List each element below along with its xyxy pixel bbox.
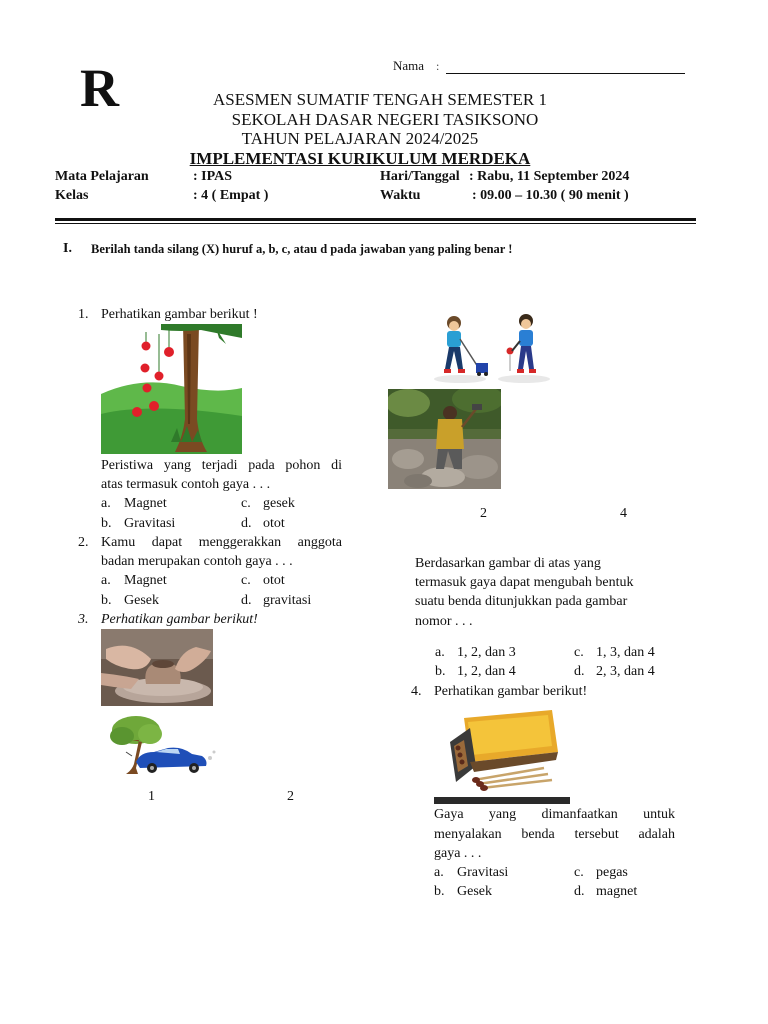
q4-number: 4. <box>411 684 422 699</box>
q1-option-a-letter[interactable]: a. <box>101 496 111 511</box>
q3-image-label-4: 4 <box>620 506 627 521</box>
q4-option-d[interactable]: magnet <box>596 884 638 899</box>
q2-option-d[interactable]: gravitasi <box>263 593 312 608</box>
subject-value: : IPAS <box>193 169 233 184</box>
q4-word: untuk <box>643 807 675 822</box>
q2-option-b-letter[interactable]: b. <box>101 593 112 608</box>
q4-word: dimanfaatkan <box>541 807 618 822</box>
name-colon: : <box>436 59 440 73</box>
apple-tree-image <box>101 324 242 454</box>
kids-playing-image <box>432 313 550 385</box>
q3-body-line4: nomor . . . <box>415 614 473 629</box>
q4-body-line3: gaya . . . <box>434 846 482 861</box>
q2-option-d-letter[interactable]: d. <box>241 593 252 608</box>
q3-option-c-letter[interactable]: c. <box>574 645 584 660</box>
q1-option-d[interactable]: otot <box>263 516 285 531</box>
q1-option-d-letter[interactable]: d. <box>241 516 252 531</box>
q3-option-b[interactable]: 1, 2, dan 4 <box>457 664 516 679</box>
section-instruction: Berilah tanda silang (X) huruf a, b, c, atau d pada jawaban yang paling benar ! <box>91 242 513 256</box>
class-value: : 4 ( Empat ) <box>193 188 269 203</box>
q3-option-d[interactable]: 2, 3, dan 4 <box>596 664 655 679</box>
header-curriculum: IMPLEMENTASI KURIKULUM MERDEKA <box>189 149 531 168</box>
q1-prompt: Perhatikan gambar berikut ! <box>101 307 258 322</box>
header-divider-thick <box>55 218 696 221</box>
q4-option-c[interactable]: pegas <box>596 865 628 880</box>
q3-body-line2: termasuk gaya dapat mengubah bentuk <box>415 575 634 590</box>
q2-number: 2. <box>78 535 89 550</box>
q4-option-c-letter[interactable]: c. <box>574 865 584 880</box>
q4-body-line2 <box>434 825 675 845</box>
q3-option-c[interactable]: 1, 3, dan 4 <box>596 645 655 660</box>
q3-option-a-letter[interactable]: a. <box>435 645 445 660</box>
date-label: Hari/Tanggal <box>380 169 460 184</box>
q2-option-a-letter[interactable]: a. <box>101 573 111 588</box>
time-label: Waktu <box>380 188 421 203</box>
q3-option-b-letter[interactable]: b. <box>435 664 446 679</box>
q1-option-b[interactable]: Gravitasi <box>124 516 176 531</box>
q1-option-b-letter[interactable]: b. <box>101 516 112 531</box>
q1-number: 1. <box>78 307 89 322</box>
q3-option-a[interactable]: 1, 2, dan 3 <box>457 645 516 660</box>
q4-body-line1 <box>434 805 675 825</box>
q1-body-line1: Peristiwa yang terjadi pada pohon di <box>101 458 342 473</box>
section-number: I. <box>63 241 72 256</box>
header-exam-title: ASESMEN SUMATIF TENGAH SEMESTER 1 <box>212 90 548 109</box>
matchbox-image <box>434 700 570 804</box>
q4-word: Gaya <box>434 807 464 822</box>
q4-word: menyalakan <box>434 827 502 842</box>
q4-option-b[interactable]: Gesek <box>457 884 492 899</box>
q1-option-c-letter[interactable]: c. <box>241 496 251 511</box>
q1-option-a[interactable]: Magnet <box>124 496 167 511</box>
q4-word: yang <box>488 807 517 822</box>
school-logo-letter: R <box>80 58 119 118</box>
q3-number: 3. <box>78 612 89 627</box>
q1-body-line2: atas termasuk contoh gaya . . . <box>101 477 271 492</box>
q3-image-label-1: 1 <box>148 789 155 804</box>
q4-prompt: Perhatikan gambar berikut! <box>434 684 588 699</box>
date-value: : Rabu, 11 September 2024 <box>469 169 630 184</box>
q2-line2: badan merupakan contoh gaya . . . <box>101 554 293 569</box>
q4-word: adalah <box>638 827 675 842</box>
q3-option-d-letter[interactable]: d. <box>574 664 585 679</box>
q4-option-d-letter[interactable]: d. <box>574 884 585 899</box>
car-crash-image <box>106 712 218 782</box>
q2-option-b[interactable]: Gesek <box>124 593 159 608</box>
time-value: : 09.00 – 10.30 ( 90 menit ) <box>472 188 629 203</box>
stone-breaker-image <box>388 389 501 489</box>
q4-option-a-letter[interactable]: a. <box>434 865 444 880</box>
name-label: Nama <box>393 58 425 73</box>
q3-body-line3: suatu benda ditunjukkan pada gambar <box>415 594 628 609</box>
q2-option-a[interactable]: Magnet <box>124 573 167 588</box>
q4-option-a[interactable]: Gravitasi <box>457 865 509 880</box>
pottery-image <box>101 629 213 706</box>
class-label: Kelas <box>55 188 89 203</box>
q3-body-line1: Berdasarkan gambar di atas yang <box>415 556 601 571</box>
subject-label: Mata Pelajaran <box>55 169 149 184</box>
q4-option-b-letter[interactable]: b. <box>434 884 445 899</box>
q3-image-label-2: 2 <box>287 789 294 804</box>
q4-word: tersebut <box>574 827 619 842</box>
q1-option-c[interactable]: gesek <box>263 496 295 511</box>
q2-option-c[interactable]: otot <box>263 573 285 588</box>
q4-word: benda <box>521 827 555 842</box>
header-divider-thin <box>55 223 696 224</box>
q2-option-c-letter[interactable]: c. <box>241 573 251 588</box>
q3-image-label-3: 2 <box>480 506 487 521</box>
q2-line1: Kamu dapat menggerakkan anggota <box>101 535 342 550</box>
q3-prompt: Perhatikan gambar berikut! <box>101 612 258 627</box>
name-input-line[interactable] <box>446 73 685 74</box>
header-school-name: SEKOLAH DASAR NEGERI TASIKSONO <box>231 110 539 129</box>
header-school-year: TAHUN PELAJARAN 2024/2025 <box>241 129 479 148</box>
